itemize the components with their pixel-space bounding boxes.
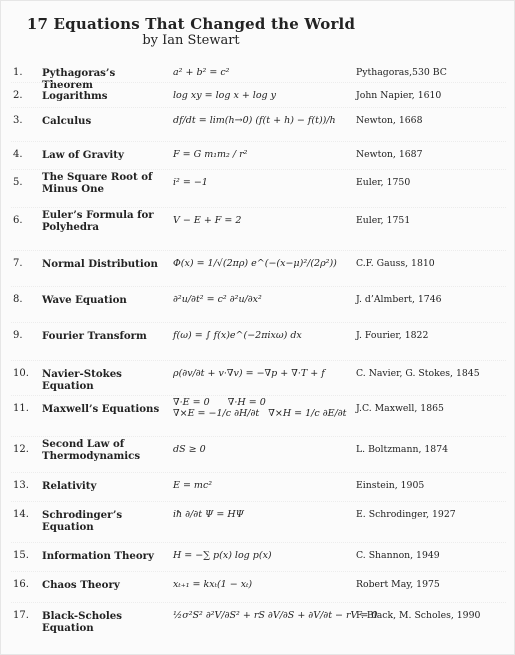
row-divider: [11, 286, 506, 287]
equation-name: Black-Scholes Equation: [42, 610, 123, 634]
row-divider: [11, 472, 506, 473]
equation-name: Law of Gravity: [42, 149, 124, 161]
equation-number: 4.: [13, 149, 23, 160]
equation-formula: xₜ₊₁ = kxₜ(1 − xₜ): [173, 579, 253, 590]
equation-number: 5.: [13, 177, 23, 188]
row-divider: [11, 141, 506, 142]
equation-formula: V − E + F = 2: [173, 215, 242, 226]
equation-number: 7.: [13, 258, 23, 269]
equation-number: 9.: [13, 330, 23, 341]
row-divider: [11, 250, 506, 251]
equation-formula: dS ≥ 0: [173, 444, 206, 455]
equation-attribution: Pythagoras,530 BC: [356, 67, 447, 78]
row-divider: [11, 82, 506, 83]
equation-number: 14.: [13, 509, 29, 520]
equation-name: Euler’s Formula for Polyhedra: [42, 209, 154, 233]
equation-number: 13.: [13, 480, 29, 491]
equation-attribution: John Napier, 1610: [356, 90, 442, 101]
row-divider: [11, 501, 506, 502]
equation-number: 3.: [13, 115, 23, 126]
equation-formula: f(ω) = ∫ f(x)e^(−2πixω) dx: [173, 330, 302, 341]
row-divider: [11, 207, 506, 208]
equation-number: 2.: [13, 90, 23, 101]
equation-number: 1.: [13, 67, 23, 78]
equation-name: Information Theory: [42, 550, 154, 562]
equation-formula: df/dt = lim(h→0) (f(t + h) − f(t))/h: [173, 115, 336, 126]
equation-name: Pythagoras’s Theorem: [42, 67, 116, 91]
row-divider: [11, 436, 506, 437]
row-divider: [11, 107, 506, 108]
row-divider: [11, 169, 506, 170]
equation-attribution: C.F. Gauss, 1810: [356, 258, 435, 269]
row-divider: [11, 602, 506, 603]
equation-attribution: Robert May, 1975: [356, 579, 440, 590]
equation-attribution: E. Schrodinger, 1927: [356, 509, 456, 520]
equation-name: Wave Equation: [42, 294, 127, 306]
equation-formula: log xy = log x + log y: [173, 90, 277, 101]
equation-formula: a² + b² = c²: [173, 67, 230, 78]
equation-name: Maxwell’s Equations: [42, 403, 160, 415]
equation-formula: ∇·E = 0 ∇·H = 0 ∇×E = −1/c ∂H/∂t ∇×H = 1/c ∂E/∂t: [173, 397, 347, 419]
equation-name: Navier-Stokes Equation: [42, 368, 122, 392]
equation-name: Second Law of Thermodynamics: [42, 438, 141, 462]
equation-formula: Φ(x) = 1/√(2πρ) e^(−(x−μ)²/(2ρ²)): [173, 258, 337, 269]
equation-number: 10.: [13, 368, 29, 379]
equation-formula: ρ(∂v/∂t + v·∇v) = −∇p + ∇·T + f: [173, 368, 325, 379]
equation-number: 8.: [13, 294, 23, 305]
equation-name: The Square Root of Minus One: [42, 171, 153, 195]
equation-name: Normal Distribution: [42, 258, 158, 270]
equation-attribution: L. Boltzmann, 1874: [356, 444, 449, 455]
equation-name: Chaos Theory: [42, 579, 120, 591]
equation-formula: ½σ²S² ∂²V/∂S² + rS ∂V/∂S + ∂V/∂t − rV = 0: [173, 610, 378, 621]
equation-formula: ∂²u/∂t² = c² ∂²u/∂x²: [173, 294, 262, 305]
equation-name: Relativity: [42, 480, 97, 492]
equation-attribution: C. Navier, G. Stokes, 1845: [356, 368, 480, 379]
equation-attribution: Einstein, 1905: [356, 480, 425, 491]
equation-formula: i² = −1: [173, 177, 208, 188]
equation-attribution: J. Fourier, 1822: [356, 330, 429, 341]
equation-attribution: Newton, 1668: [356, 115, 423, 126]
equation-attribution: Euler, 1750: [356, 177, 411, 188]
equation-number: 17.: [13, 610, 29, 621]
row-divider: [11, 322, 506, 323]
row-divider: [11, 360, 506, 361]
row-divider: [11, 542, 506, 543]
row-divider: [11, 571, 506, 572]
page-title: 17 Equations That Changed the World: [26, 15, 356, 33]
equation-attribution: C. Shannon, 1949: [356, 550, 440, 561]
equation-number: 11.: [13, 403, 29, 414]
equation-formula: H = −∑ p(x) log p(x): [173, 550, 272, 561]
page-subtitle: by Ian Stewart: [142, 33, 240, 48]
equation-formula: F = G m₁m₂ / r²: [173, 149, 248, 160]
equation-name: Calculus: [42, 115, 92, 127]
equation-number: 6.: [13, 215, 23, 226]
equation-formula: iħ ∂/∂t Ψ = HΨ: [173, 509, 244, 520]
equation-attribution: Euler, 1751: [356, 215, 411, 226]
equation-attribution: F. Black, M. Scholes, 1990: [356, 610, 481, 621]
row-divider: [11, 395, 506, 396]
equation-formula: E = mc²: [173, 480, 213, 491]
equation-name: Schrodinger’s Equation: [42, 509, 123, 533]
equation-number: 16.: [13, 579, 29, 590]
equation-attribution: J.C. Maxwell, 1865: [356, 403, 444, 414]
equation-number: 15.: [13, 550, 29, 561]
equation-number: 12.: [13, 444, 29, 455]
equation-name: Logarithms: [42, 90, 108, 102]
equation-attribution: Newton, 1687: [356, 149, 423, 160]
equation-attribution: J. d’Almbert, 1746: [356, 294, 442, 305]
equation-name: Fourier Transform: [42, 330, 147, 342]
